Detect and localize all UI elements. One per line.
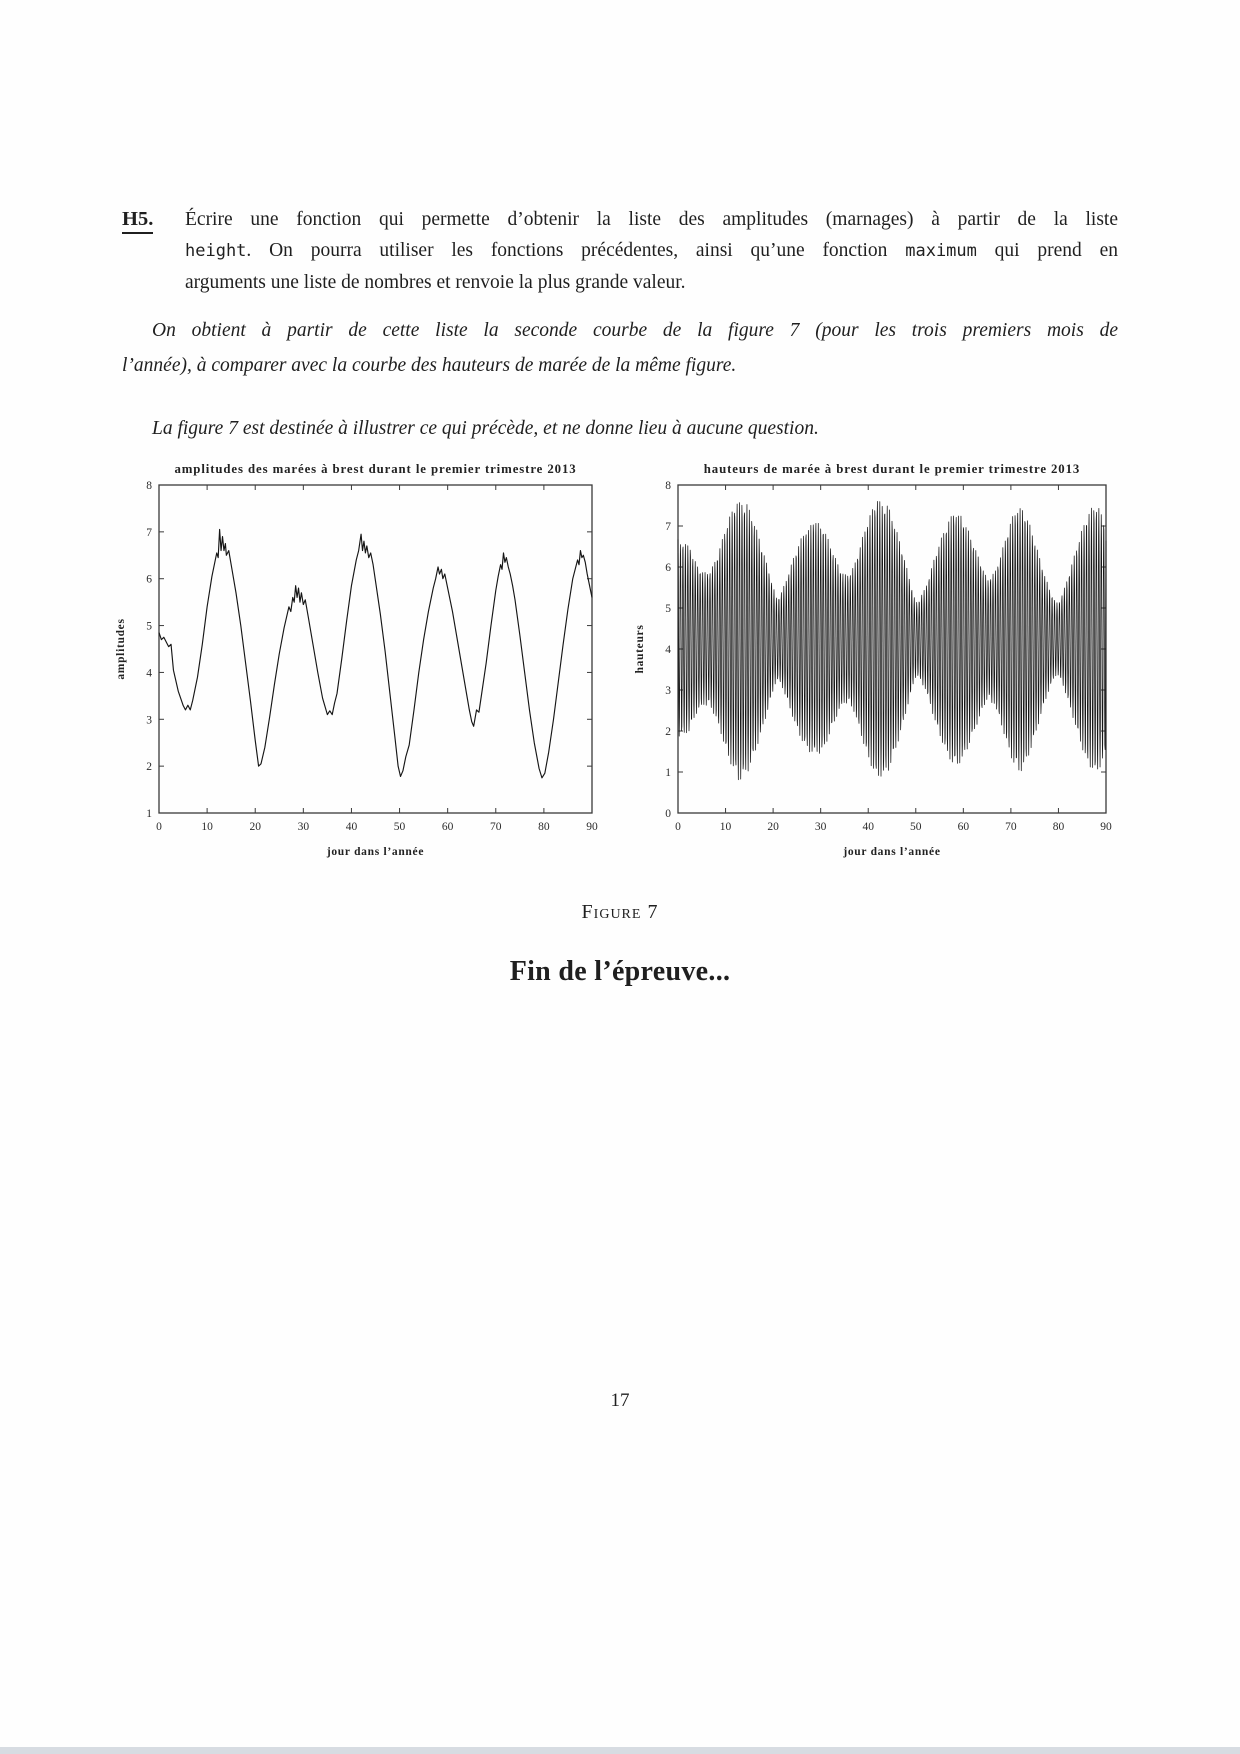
paragraph-obtain-line-2: l’année), à comparer avec la courbe des hauteurs de marée de la même figure. bbox=[122, 355, 737, 376]
y-tick-label: 3 bbox=[146, 714, 152, 727]
y-tick-label: 6 bbox=[146, 573, 152, 586]
y-tick-label: 7 bbox=[146, 526, 152, 539]
chart-ylabel: amplitudes bbox=[115, 618, 127, 680]
plot-box bbox=[159, 485, 592, 813]
x-tick-label: 20 bbox=[767, 821, 779, 833]
data-curve bbox=[159, 530, 592, 778]
question-line-2 bbox=[185, 235, 1118, 267]
y-tick-label: 1 bbox=[146, 808, 152, 820]
x-tick-label: 0 bbox=[156, 821, 162, 833]
y-tick-label: 8 bbox=[665, 480, 671, 492]
y-tick-label: 3 bbox=[665, 685, 671, 697]
code-height: height bbox=[185, 241, 247, 261]
y-tick-label: 6 bbox=[665, 562, 671, 574]
question-line-2-mid: . On pourra utiliser les fonctions précédentes, ainsi qu’une fonction bbox=[246, 240, 906, 261]
question-h5 bbox=[122, 204, 1118, 298]
x-tick-label: 90 bbox=[1100, 821, 1112, 833]
y-tick-label: 4 bbox=[146, 667, 152, 680]
chart-xlabel: jour dans l’année bbox=[326, 846, 425, 858]
paragraph-figure-note: La figure 7 est destinée à illustrer ce qui précède, et ne donne lieu à aucune question. bbox=[152, 418, 819, 439]
y-tick-label: 2 bbox=[665, 726, 671, 738]
x-tick-label: 30 bbox=[814, 821, 827, 833]
end-of-exam-text: Fin de l’épreuve... bbox=[509, 956, 731, 987]
x-tick-label: 80 bbox=[1052, 821, 1065, 833]
chart-hauteurs bbox=[629, 443, 1124, 873]
chart-xlabel: jour dans l’année bbox=[843, 846, 941, 858]
page-number: 17 bbox=[610, 1390, 630, 1411]
x-tick-label: 20 bbox=[249, 821, 261, 833]
code-maximum: maximum bbox=[905, 241, 977, 261]
y-tick-label: 0 bbox=[665, 808, 671, 820]
y-tick-label: 4 bbox=[665, 644, 671, 656]
x-tick-label: 0 bbox=[675, 821, 681, 833]
chart-ylabel: hauteurs bbox=[634, 624, 646, 674]
chart-title: amplitudes des marées à brest durant le premier trimestre 2013 bbox=[174, 462, 577, 476]
x-tick-label: 10 bbox=[719, 821, 732, 833]
question-line-2-end: qui prend en bbox=[976, 240, 1118, 261]
x-tick-label: 40 bbox=[345, 821, 358, 833]
y-tick-label: 7 bbox=[665, 521, 671, 533]
question-line-3: arguments une liste de nombres et renvoie la plus grande valeur. bbox=[185, 272, 686, 293]
x-tick-label: 90 bbox=[586, 821, 598, 833]
scan-edge-artifact bbox=[0, 1747, 1240, 1754]
chart-title: hauteurs de marée à brest durant le premier trimestre 2013 bbox=[703, 462, 1081, 476]
y-tick-label: 1 bbox=[665, 767, 671, 779]
x-tick-label: 40 bbox=[862, 821, 874, 833]
question-text bbox=[185, 204, 1118, 298]
figure-caption: Figure 7 bbox=[581, 901, 659, 923]
x-tick-label: 50 bbox=[910, 821, 922, 833]
paragraph-obtain bbox=[122, 313, 1118, 383]
y-tick-label: 8 bbox=[146, 480, 152, 492]
question-label: H5. bbox=[122, 206, 153, 234]
y-tick-label: 2 bbox=[146, 761, 152, 774]
y-tick-label: 5 bbox=[146, 620, 152, 633]
x-tick-label: 50 bbox=[393, 821, 406, 833]
x-tick-label: 70 bbox=[490, 821, 502, 833]
x-tick-label: 70 bbox=[1005, 821, 1017, 833]
x-tick-label: 10 bbox=[201, 821, 213, 833]
x-tick-label: 60 bbox=[957, 821, 970, 833]
y-tick-label: 5 bbox=[665, 603, 671, 615]
paragraph-obtain-line-1: On obtient à partir de cette liste la seconde courbe de la figure 7 (pour les trois premiers mois de bbox=[152, 320, 1118, 341]
x-tick-label: 60 bbox=[441, 821, 454, 833]
x-tick-label: 30 bbox=[297, 821, 310, 833]
x-tick-label: 80 bbox=[538, 821, 550, 833]
question-line-1: Écrire une fonction qui permette d’obtenir la liste des amplitudes (marnages) à partir de la liste bbox=[185, 209, 1118, 230]
chart-amplitudes bbox=[110, 443, 610, 873]
data-curve bbox=[678, 501, 1106, 779]
